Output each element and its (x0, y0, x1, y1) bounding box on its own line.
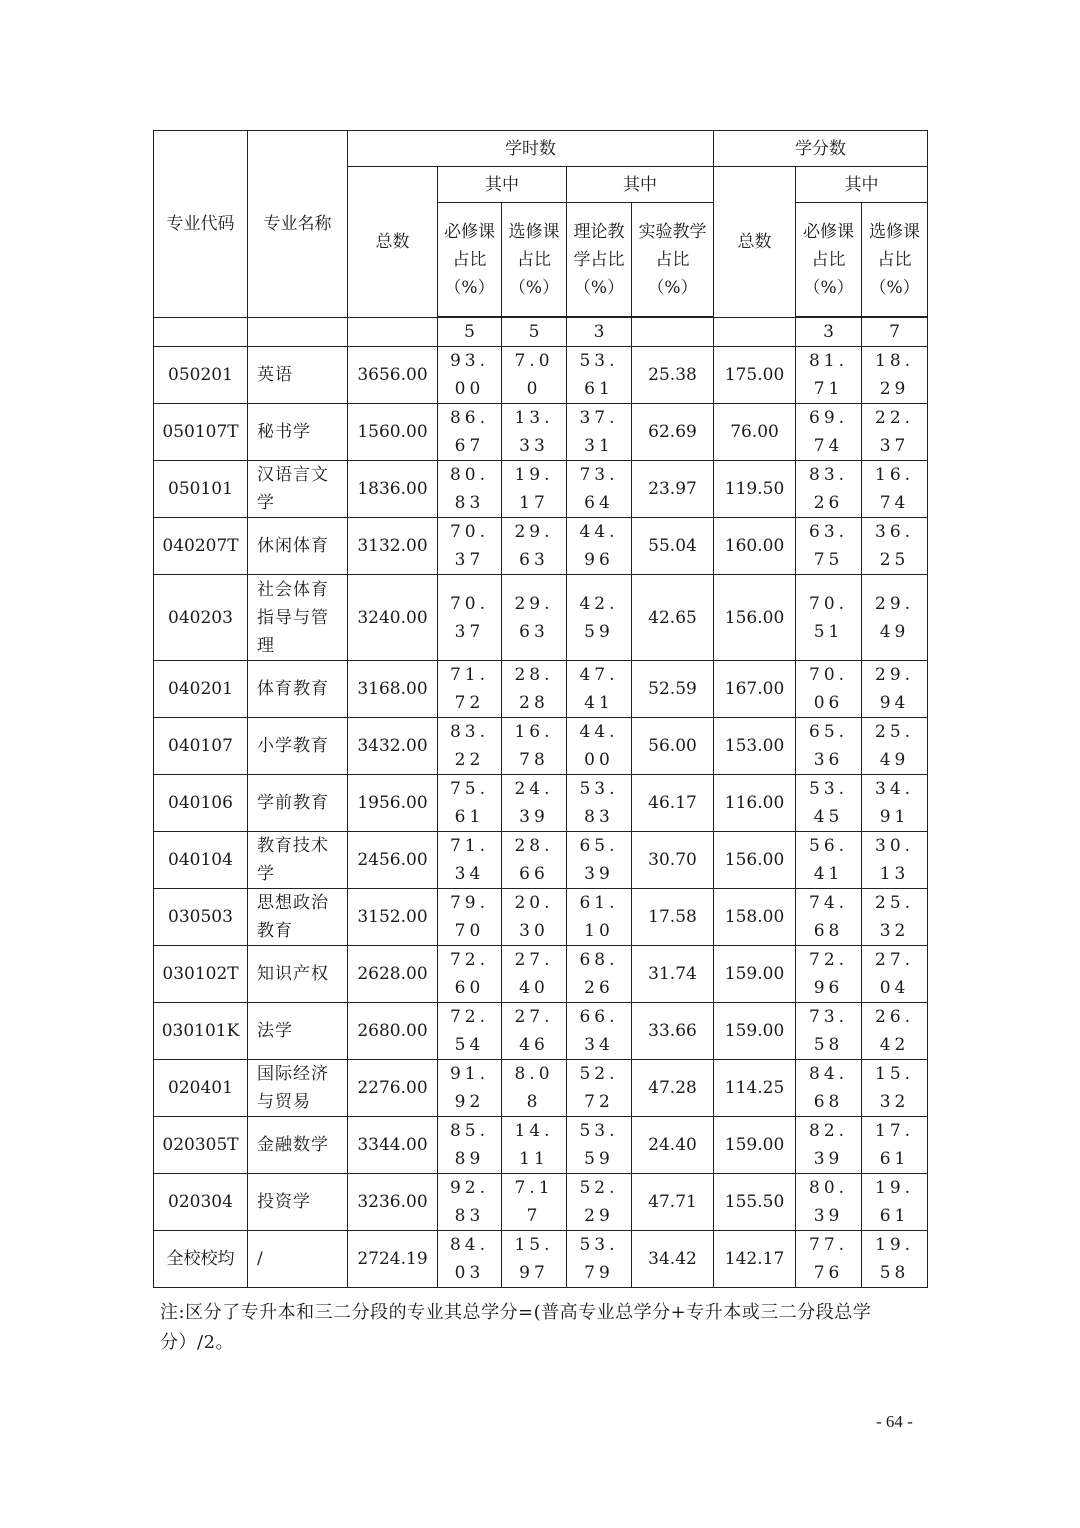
cell-credit-required-pct: 81.71 (796, 347, 862, 404)
cell-required-pct: 71.72 (438, 661, 502, 718)
header-theory-pct: 理论教学占比（%） (567, 203, 632, 317)
cell-hours-total: 2456.00 (348, 832, 438, 889)
cell-elective-pct: 29.63 (502, 575, 567, 661)
cell-lab-pct: 34.42 (632, 1231, 714, 1288)
cell-theory-pct: 44.96 (567, 518, 632, 575)
cell-theory-pct: 44.00 (567, 718, 632, 775)
cell-elective-pct: 13.33 (502, 404, 567, 461)
cell-code: 全校校均 (154, 1231, 248, 1288)
header-name: 专业名称 (248, 131, 348, 318)
cell-required-pct: 72.54 (438, 1003, 502, 1060)
cell-code: 030503 (154, 889, 248, 946)
fragment-empty (348, 318, 438, 347)
cell-credit-required-pct: 70.51 (796, 575, 862, 661)
cell-credit-elective-pct: 16.74 (862, 461, 928, 518)
fragment-empty (632, 318, 714, 347)
cell-required-pct: 75.61 (438, 775, 502, 832)
fragment-cell: 3 (567, 318, 632, 347)
table-row (154, 518, 928, 575)
header-credits-sub: 其中 (796, 167, 928, 203)
cell-hours-total: 2680.00 (348, 1003, 438, 1060)
cell-credit-elective-pct: 19.61 (862, 1174, 928, 1231)
cell-credit-required-pct: 69.74 (796, 404, 862, 461)
table-row (154, 661, 928, 718)
cell-credits-total: 175.00 (714, 347, 796, 404)
cell-code: 040203 (154, 575, 248, 661)
header-hours-sub2: 其中 (567, 167, 714, 203)
cell-code: 040201 (154, 661, 248, 718)
cell-hours-total: 1560.00 (348, 404, 438, 461)
cell-theory-pct: 68.26 (567, 946, 632, 1003)
cell-credits-total: 155.50 (714, 1174, 796, 1231)
cell-theory-pct: 53.79 (567, 1231, 632, 1288)
table-row (154, 1174, 928, 1231)
cell-code: 050201 (154, 347, 248, 404)
cell-theory-pct: 52.29 (567, 1174, 632, 1231)
cell-credits-total: 156.00 (714, 832, 796, 889)
cell-name: 汉语言文学 (248, 461, 348, 518)
header-credits-total: 总数 (714, 167, 796, 318)
cell-hours-total: 1956.00 (348, 775, 438, 832)
cell-code: 020305T (154, 1117, 248, 1174)
cell-theory-pct: 37.31 (567, 404, 632, 461)
cell-credit-required-pct: 56.41 (796, 832, 862, 889)
cell-name: 教育技术学 (248, 832, 348, 889)
footnote: 注:区分了专升本和三二分段的专业其总学分=(普高专业总学分+专升本或三二分段总学分）/2。 (160, 1302, 872, 1353)
cell-elective-pct: 8.08 (502, 1060, 567, 1117)
cell-credits-total: 76.00 (714, 404, 796, 461)
header-code: 专业代码 (154, 131, 248, 318)
cell-lab-pct: 30.70 (632, 832, 714, 889)
cell-hours-total: 3152.00 (348, 889, 438, 946)
cell-lab-pct: 46.17 (632, 775, 714, 832)
table-row (154, 1003, 928, 1060)
cell-hours-total: 3432.00 (348, 718, 438, 775)
cell-credits-total: 153.00 (714, 718, 796, 775)
cell-lab-pct: 47.28 (632, 1060, 714, 1117)
cell-credit-elective-pct: 34.91 (862, 775, 928, 832)
cell-required-pct: 79.70 (438, 889, 502, 946)
cell-required-pct: 83.22 (438, 718, 502, 775)
cell-credits-total: 156.00 (714, 575, 796, 661)
cell-required-pct: 84.03 (438, 1231, 502, 1288)
header-hours-total: 总数 (348, 167, 438, 318)
cell-name: 法学 (248, 1003, 348, 1060)
header-hours-sub1: 其中 (438, 167, 567, 203)
cell-credit-required-pct: 70.06 (796, 661, 862, 718)
header-elective-pct: 选修课占比（%） (502, 203, 567, 317)
header-credit-required-pct: 必修课占比（%） (796, 203, 862, 317)
cell-credit-required-pct: 73.58 (796, 1003, 862, 1060)
cell-credits-total: 142.17 (714, 1231, 796, 1288)
table-row (154, 1117, 928, 1174)
cell-elective-pct: 16.78 (502, 718, 567, 775)
cell-lab-pct: 23.97 (632, 461, 714, 518)
cell-theory-pct: 53.61 (567, 347, 632, 404)
cell-credit-required-pct: 74.68 (796, 889, 862, 946)
cell-required-pct: 91.92 (438, 1060, 502, 1117)
cell-hours-total: 2276.00 (348, 1060, 438, 1117)
cell-name: 秘书学 (248, 404, 348, 461)
table-row (154, 461, 928, 518)
fragment-empty (154, 318, 248, 347)
cell-name: 休闲体育 (248, 518, 348, 575)
cell-credit-required-pct: 63.75 (796, 518, 862, 575)
cell-credit-required-pct: 83.26 (796, 461, 862, 518)
cell-credits-total: 159.00 (714, 1117, 796, 1174)
cell-credit-elective-pct: 17.61 (862, 1117, 928, 1174)
cell-credit-elective-pct: 26.42 (862, 1003, 928, 1060)
header-credit-elective-pct: 选修课占比（%） (862, 203, 928, 317)
header-required-pct: 必修课占比（%） (438, 203, 502, 317)
cell-elective-pct: 7.00 (502, 347, 567, 404)
cell-lab-pct: 24.40 (632, 1117, 714, 1174)
cell-elective-pct: 29.63 (502, 518, 567, 575)
cell-hours-total: 3240.00 (348, 575, 438, 661)
cell-credit-elective-pct: 29.49 (862, 575, 928, 661)
cell-lab-pct: 56.00 (632, 718, 714, 775)
cell-lab-pct: 25.38 (632, 347, 714, 404)
cell-required-pct: 70.37 (438, 518, 502, 575)
table-row (154, 1231, 928, 1288)
cell-credits-total: 119.50 (714, 461, 796, 518)
cell-name: 体育教育 (248, 661, 348, 718)
cell-credit-required-pct: 82.39 (796, 1117, 862, 1174)
fragment-empty (248, 318, 348, 347)
cell-credit-elective-pct: 15.32 (862, 1060, 928, 1117)
cell-name: 知识产权 (248, 946, 348, 1003)
table-row (154, 946, 928, 1003)
cell-credit-required-pct: 65.36 (796, 718, 862, 775)
table-row (154, 718, 928, 775)
cell-name: 金融数学 (248, 1117, 348, 1174)
cell-required-pct: 93.00 (438, 347, 502, 404)
cell-theory-pct: 52.72 (567, 1060, 632, 1117)
cell-code: 030101K (154, 1003, 248, 1060)
cell-credit-elective-pct: 29.94 (862, 661, 928, 718)
cell-code: 040106 (154, 775, 248, 832)
cell-credit-elective-pct: 18.29 (862, 347, 928, 404)
cell-name: 社会体育指导与管理 (248, 575, 348, 661)
cell-hours-total: 3344.00 (348, 1117, 438, 1174)
cell-credits-total: 158.00 (714, 889, 796, 946)
cell-hours-total: 3132.00 (348, 518, 438, 575)
cell-required-pct: 71.34 (438, 832, 502, 889)
cell-theory-pct: 73.64 (567, 461, 632, 518)
table-row (154, 404, 928, 461)
cell-lab-pct: 33.66 (632, 1003, 714, 1060)
cell-hours-total: 2724.19 (348, 1231, 438, 1288)
cell-required-pct: 70.37 (438, 575, 502, 661)
cell-credits-total: 114.25 (714, 1060, 796, 1117)
cell-elective-pct: 24.39 (502, 775, 567, 832)
page-number: - 64 - (876, 1412, 913, 1431)
cell-code: 020304 (154, 1174, 248, 1231)
cell-theory-pct: 65.39 (567, 832, 632, 889)
cell-name: 国际经济与贸易 (248, 1060, 348, 1117)
cell-code: 030102T (154, 946, 248, 1003)
cell-hours-total: 3168.00 (348, 661, 438, 718)
cell-hours-total: 1836.00 (348, 461, 438, 518)
cell-name: 小学教育 (248, 718, 348, 775)
cell-lab-pct: 52.59 (632, 661, 714, 718)
table-row (154, 575, 928, 661)
cell-credits-total: 159.00 (714, 946, 796, 1003)
fragment-cell: 3 (796, 318, 862, 347)
cell-name: 英语 (248, 347, 348, 404)
cell-theory-pct: 66.34 (567, 1003, 632, 1060)
cell-code: 040104 (154, 832, 248, 889)
cell-hours-total: 3656.00 (348, 347, 438, 404)
table-body (154, 347, 928, 1288)
cell-hours-total: 3236.00 (348, 1174, 438, 1231)
table-row (154, 347, 928, 404)
cell-elective-pct: 15.97 (502, 1231, 567, 1288)
cell-credit-elective-pct: 25.49 (862, 718, 928, 775)
cell-theory-pct: 53.83 (567, 775, 632, 832)
cell-required-pct: 80.83 (438, 461, 502, 518)
cell-theory-pct: 61.10 (567, 889, 632, 946)
cell-hours-total: 2628.00 (348, 946, 438, 1003)
curriculum-table (153, 130, 928, 1288)
cell-theory-pct: 47.41 (567, 661, 632, 718)
cell-lab-pct: 47.71 (632, 1174, 714, 1231)
table-row (154, 889, 928, 946)
cell-credits-total: 116.00 (714, 775, 796, 832)
cell-code: 050101 (154, 461, 248, 518)
cell-elective-pct: 27.40 (502, 946, 567, 1003)
cell-credits-total: 159.00 (714, 1003, 796, 1060)
cell-credit-elective-pct: 25.32 (862, 889, 928, 946)
header-lab-pct: 实验教学占比（%） (632, 203, 714, 317)
cell-code: 020401 (154, 1060, 248, 1117)
cell-credits-total: 160.00 (714, 518, 796, 575)
cell-name: 思想政治教育 (248, 889, 348, 946)
cell-elective-pct: 14.11 (502, 1117, 567, 1174)
cell-credit-required-pct: 80.39 (796, 1174, 862, 1231)
cell-lab-pct: 62.69 (632, 404, 714, 461)
cell-lab-pct: 42.65 (632, 575, 714, 661)
cell-name: / (248, 1231, 348, 1288)
cell-credit-elective-pct: 19.58 (862, 1231, 928, 1288)
cell-credits-total: 167.00 (714, 661, 796, 718)
cell-elective-pct: 7.17 (502, 1174, 567, 1231)
table-row (154, 1060, 928, 1117)
cell-credit-required-pct: 77.76 (796, 1231, 862, 1288)
cell-elective-pct: 28.66 (502, 832, 567, 889)
cell-lab-pct: 31.74 (632, 946, 714, 1003)
cell-code: 040107 (154, 718, 248, 775)
table-row (154, 775, 928, 832)
table-row (154, 832, 928, 889)
cell-elective-pct: 27.46 (502, 1003, 567, 1060)
cell-lab-pct: 55.04 (632, 518, 714, 575)
cell-required-pct: 86.67 (438, 404, 502, 461)
cell-credit-elective-pct: 27.04 (862, 946, 928, 1003)
fragment-empty (714, 318, 796, 347)
fragment-cell: 5 (438, 318, 502, 347)
cell-credit-elective-pct: 30.13 (862, 832, 928, 889)
header-hours-group: 学时数 (348, 131, 714, 167)
cell-lab-pct: 17.58 (632, 889, 714, 946)
cell-credit-elective-pct: 36.25 (862, 518, 928, 575)
cell-elective-pct: 28.28 (502, 661, 567, 718)
cell-name: 投资学 (248, 1174, 348, 1231)
fragment-cell: 5 (502, 318, 567, 347)
fragment-cell: 7 (862, 318, 928, 347)
cell-code: 040207T (154, 518, 248, 575)
cell-credit-required-pct: 84.68 (796, 1060, 862, 1117)
cell-elective-pct: 20.30 (502, 889, 567, 946)
cell-name: 学前教育 (248, 775, 348, 832)
cell-credit-elective-pct: 22.37 (862, 404, 928, 461)
cell-elective-pct: 19.17 (502, 461, 567, 518)
header-credits-group: 学分数 (714, 131, 928, 167)
cell-theory-pct: 53.59 (567, 1117, 632, 1174)
cell-required-pct: 85.89 (438, 1117, 502, 1174)
cell-credit-required-pct: 72.96 (796, 946, 862, 1003)
cell-credit-required-pct: 53.45 (796, 775, 862, 832)
cell-theory-pct: 42.59 (567, 575, 632, 661)
cell-required-pct: 92.83 (438, 1174, 502, 1231)
cell-required-pct: 72.60 (438, 946, 502, 1003)
cell-code: 050107T (154, 404, 248, 461)
